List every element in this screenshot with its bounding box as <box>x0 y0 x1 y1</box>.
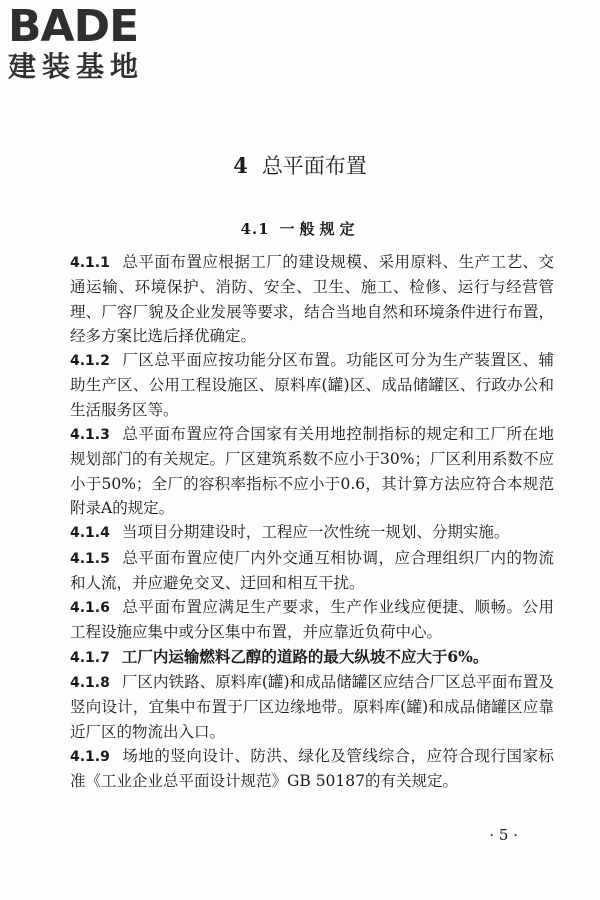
section-title <box>0 218 600 239</box>
clause-number: 4.1.2 <box>70 353 110 370</box>
clause-4-1-6 <box>70 595 554 645</box>
section-number: 4.1 <box>240 220 270 238</box>
clause-4-1-9 <box>70 744 554 794</box>
clause-text: 总平面布置应满足生产要求，生产作业线应便捷、顺畅。公用工程设施应集中或分区集中布置，并应靠近负荷中心。 <box>70 598 554 642</box>
chapter-title <box>0 150 600 180</box>
clause-number: 4.1.6 <box>70 600 110 617</box>
clause-number: 4.1.4 <box>70 525 110 542</box>
clause-4-1-8 <box>70 670 554 744</box>
chapter-title-text: 总平面布置 <box>261 154 367 178</box>
clause-text: 当项目分期建设时，工程应一次性统一规划、分期实施。 <box>121 523 510 542</box>
clause-text: 总平面布置应符合国家有关用地控制指标的规定和工厂所在地规划部门的有关规定。厂区建筑系数不应小于30%；厂区利用系数不应小于50%；全厂的容积率指标不应小于0.6，其计算方法应符合本规范附录A的规定。 <box>70 425 554 517</box>
clause-4-1-1 <box>70 250 554 348</box>
document-body <box>70 250 554 794</box>
chapter-number: 4 <box>233 153 248 178</box>
section-title-text: 一般规定 <box>279 220 360 238</box>
clause-4-1-4 <box>70 520 554 545</box>
clause-4-1-5 <box>70 546 554 596</box>
page-number: · 5 · <box>489 826 518 844</box>
clause-4-1-2 <box>70 348 554 422</box>
clause-4-1-3 <box>70 422 554 520</box>
clause-number: 4.1.1 <box>70 255 110 271</box>
logo-wordmark: BADE <box>8 1 139 52</box>
clause-number: 4.1.5 <box>70 550 110 567</box>
clause-text: 总平面布置应根据工厂的建设规模、采用原料、生产工艺、交通运输、环境保护、消防、安全、卫生、施工、检修、运行与经营管理、厂容厂貌及企业发展等要求，结合当地自然和环境条件进行布置，经多方案比选后择优确定。 <box>70 253 554 345</box>
clause-text: 厂区总平面应按功能分区布置。功能区可分为生产装置区、辅助生产区、公用工程设施区、原料库(罐)区、成品储罐区、行政办公和生活服务区等。 <box>70 351 554 419</box>
clause-4-1-7 <box>70 645 554 670</box>
clause-number: 4.1.8 <box>70 675 110 692</box>
clause-text: 工厂内运输燃料乙醇的道路的最大纵坡不应大于6%。 <box>121 646 489 666</box>
bade-logo <box>8 1 178 84</box>
clause-number: 4.1.7 <box>70 649 110 666</box>
clause-number: 4.1.3 <box>70 427 110 444</box>
logo-chinese-name: 建装基地 <box>8 50 145 83</box>
clause-number: 4.1.9 <box>70 748 110 765</box>
clause-text: 总平面布置应使厂内外交通互相协调，应合理组织厂内的物流和人流，并应避免交叉、迂回和相互干扰。 <box>70 548 554 592</box>
clause-text: 厂区内铁路、原料库(罐)和成品储罐区应结合厂区总平面布置及竖向设计，宜集中布置于厂区边缘地带。原料库(罐)和成品储罐区应靠近厂区的物流出入口。 <box>70 673 554 741</box>
clause-text: 场地的竖向设计、防洪、绿化及管线综合，应符合现行国家标准《工业企业总平面设计规范》GB 50187的有关规定。 <box>70 746 554 791</box>
